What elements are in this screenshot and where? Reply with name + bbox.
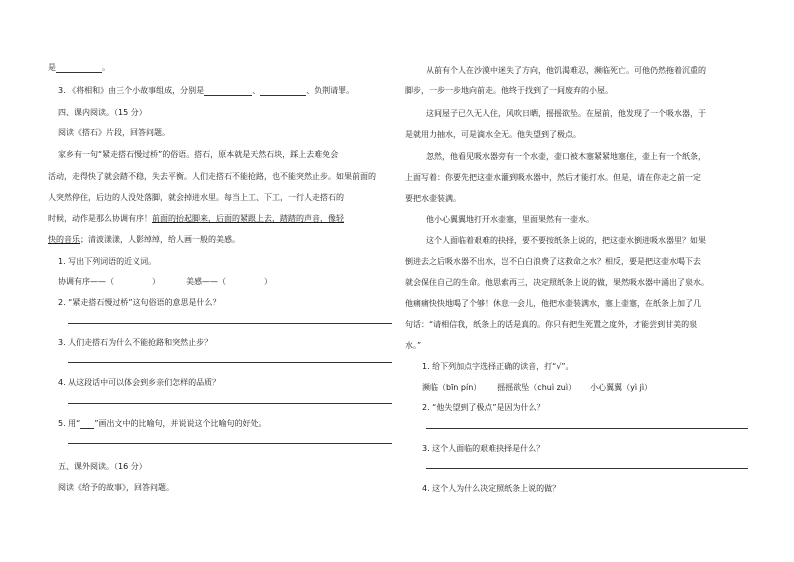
question-3: 3. 《将相和》由三个小故事组成，分别是 、 、负荆请罪。: [58, 86, 355, 95]
story-line: 倒进去之后吸水器不出水，岂不白白浪费了这救命之水？相反，要是把这壶水喝下去: [405, 257, 701, 266]
story-line: 这个人面临着艰难的抉择，要不要按纸条上说的，把这壶水倒进吸水器里？如果: [426, 236, 706, 245]
passage-line: 时候，动作是那么协调有序！前面的抬起脚来，后面的紧跟上去，踏踏的声音，像轻: [48, 214, 344, 223]
reading-instruction: 阅读《搭石》片段，回答问题。: [58, 128, 170, 137]
passage-line: 活动，走得快了就会踏不稳，失去平衡。人们走搭石不能抢路，也不能突然止步。如果前面的: [48, 172, 376, 181]
question-1: 1. 写出下列词语的近义词。: [58, 257, 157, 266]
story-line: 就会保住自己的生命。他思索再三，决定照纸条上说的做，果然吸水器中涌出了泉水。: [405, 278, 709, 287]
passage-line: 人突然停住，后边的人没处落脚，就会掉进水里。每当上工、下工，一行人走搭石的: [48, 193, 344, 202]
story-line: 句话：“请相信我，纸条上的话是真的。你只有把生死置之度外，才能尝到甘美的泉: [405, 320, 698, 329]
answer-line[interactable]: [426, 468, 748, 469]
pinyin-choices: [422, 382, 652, 393]
story-line: 要把水壶装满。: [405, 194, 461, 203]
pinyin-choice[interactable]: 小心翼翼（yì jì）: [590, 383, 653, 392]
question-1: 1. 给下列加点字选择正确的读音，打“√”。: [422, 362, 574, 371]
section-heading-5: 五、课外阅读。（16 分）: [58, 462, 147, 471]
passage-line: 家乡有一句“紧走搭石慢过桥”的俗语。搭石，原本就是天然石块，踩上去难免会: [58, 150, 339, 159]
story-line: 是就用力抽水，可是滴水全无。他失望到了极点。: [405, 130, 581, 139]
answer-line[interactable]: [426, 428, 748, 429]
underlined-simile: 快的音乐: [48, 235, 80, 244]
reading-instruction: 阅读《给予的故事》，回答问题。: [58, 483, 174, 492]
question-4: 4. 从这段话中可以体会到乡亲们怎样的品质？: [58, 378, 221, 387]
answer-line[interactable]: [68, 323, 392, 324]
fill-blank[interactable]: [56, 63, 102, 73]
question-4: 4. 这个人为什么决定照纸条上说的做？: [422, 484, 561, 493]
section-heading-4: 四、课内阅读。（15 分）: [58, 108, 147, 117]
passage-line: 快的音乐；清波漾漾，人影绰绰，给人画一般的美感。: [48, 235, 240, 244]
story-line: 他痛痛快快地喝了个够！休息一会儿，他把水壶装满水，塞上壶塞，在纸条上加了几: [405, 299, 701, 308]
underline-sample: [80, 419, 94, 429]
story-line: 这间屋子已久无人住，风吹日晒，摇摇欲坠。在屋前，他发现了一个吸水器，于: [426, 109, 706, 118]
pinyin-choice[interactable]: 摇摇欲坠（chuì zuì）: [497, 383, 577, 392]
question-2: 2. “紧走搭石慢过桥”这句俗语的意思是什么？: [58, 298, 221, 307]
text-line: 是 。: [48, 63, 110, 72]
story-line: 水。”: [405, 341, 422, 350]
fill-blank[interactable]: [204, 86, 252, 96]
fill-blank[interactable]: [260, 86, 306, 96]
question-3: 3. 这个人面临的艰难抉择是什么？: [422, 444, 545, 453]
story-line: 从前有个人在沙漠中迷失了方向，他饥渴难忍，濒临死亡。可他仍然拖着沉重的: [426, 66, 706, 75]
answer-line[interactable]: [68, 403, 392, 404]
question-3: 3. 人们走搭石为什么不能抢路和突然止步？: [58, 338, 213, 347]
story-line: 忽然，他看见吸水器旁有一个水壶，壶口被木塞紧紧地塞住，壶上有一个纸条，: [426, 152, 706, 161]
underlined-simile: 前面的抬起脚来，后面的紧跟上去，踏踏的声音，像轻: [152, 214, 344, 223]
question-5: 5. 用“ ”画出文中的比喻句，并说说这个比喻句的好处。: [58, 419, 267, 428]
story-line: 他小心翼翼地打开水壶塞，里面果然有一壶水。: [426, 215, 594, 224]
question-2: 2. “他失望到了极点”是因为什么？: [422, 403, 545, 412]
answer-line[interactable]: [68, 362, 392, 363]
pinyin-choice[interactable]: 濒临（bīn pín）: [422, 383, 482, 392]
story-line: 脚步，一步一步地向前走。他终于找到了一间废弃的小屋。: [405, 86, 613, 95]
synonym-row: 协调有序——（ ） 美感——（ ）: [58, 277, 272, 286]
story-line: 上面写着：你要先把这壶水灌到吸水器中，然后才能打水。但是，请在你走之前一定: [405, 173, 701, 182]
answer-line[interactable]: [68, 443, 392, 444]
